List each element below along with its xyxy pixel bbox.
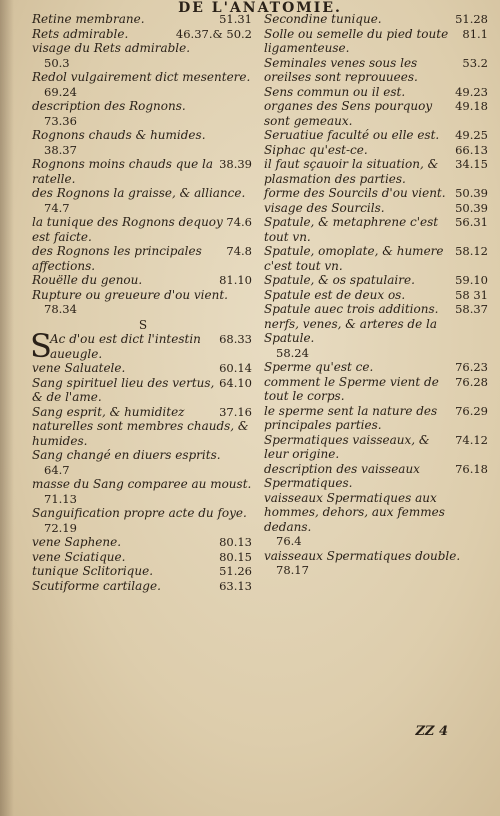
index-entry [32,27,254,42]
index-term: visage du Rets admirable. [32,41,191,55]
index-term: Seruatiue faculté ou elle est. [264,128,440,142]
index-page-ref: 64.7 [44,462,70,477]
index-entry [32,376,254,405]
right-index-list [264,12,490,578]
index-page-ref: 76.29 [455,403,488,418]
index-term: nerfs, venes, & arteres de la Spatule. [264,316,438,345]
index-term: Solle ou semelle du pied toute ligamenteuse. [264,26,449,55]
index-entry [32,535,254,550]
index-page-ref: 64.10 [219,375,252,390]
index-entry [264,302,490,317]
index-entry [264,244,490,273]
letter-heading: S [138,317,148,332]
index-entry [32,564,254,579]
index-page-ref: 49.23 [455,84,488,99]
index-term: Spatule auec trois additions. [264,302,439,316]
index-page-ref: 63.13 [219,578,252,593]
index-page-ref: 50.39 [455,186,488,200]
index-term: Sanguification propre acte du foye. [32,506,247,520]
index-page-ref: 81.10 [219,273,252,287]
index-page-ref: 59.10 [455,273,488,287]
index-term: Rupture ou greueure d'ou vient. [32,287,228,302]
left-index-list [32,12,254,317]
index-entry [264,157,490,186]
index-term: Spatule, omoplate, & humere c'est tout vn. [264,244,444,273]
index-entry [264,375,490,404]
index-term: tunique Sclitorique. [32,564,154,578]
index-page-ref: 58.37 [455,302,488,316]
index-term: Ac d'ou est dict l'intestin aueugle. [50,332,201,361]
index-entry [264,186,490,201]
index-entry [32,99,254,128]
index-term: Sens commun ou il est. [264,84,406,99]
index-entry [32,273,254,288]
index-entry [264,27,490,56]
index-entry [264,549,490,578]
index-entry [32,361,254,376]
index-page-ref: 81.1 [462,26,488,41]
index-page-ref: 74.6 [226,215,252,229]
index-term: masse du Sang comparee au moust. [32,477,252,491]
index-term: Seminales venes sous les oreilses sont reprouuees. [264,55,418,84]
index-term: Scutiforme cartilage. [32,578,161,593]
index-entry [32,157,254,186]
index-term: Sang spirituel lieu des vertus, & de l'ame. [32,375,215,404]
index-entry [264,99,490,128]
index-term: vene Sciatique. [32,549,126,564]
index-page-ref: 71.13 [44,491,77,506]
index-entry [264,462,490,491]
index-entry [32,405,254,449]
right-column [264,12,490,578]
left-column [32,12,254,593]
index-term: Rets admirable. [32,26,129,41]
index-entry [264,360,490,375]
index-term: Rouëlle du genou. [32,273,143,287]
index-term: Spatule, & os spatulaire. [264,273,415,287]
index-entry [264,273,490,288]
index-entry [264,215,490,244]
index-entry [264,85,490,100]
index-entry [32,70,254,99]
index-entry [32,186,254,215]
index-page-ref: 50.39 [455,200,488,215]
index-entry [32,448,254,477]
index-entry [32,215,254,244]
index-page-ref: 46.37.& 50.2 [175,26,252,41]
index-page-ref: 50.3 [44,55,70,70]
index-page-ref: 38.37 [44,142,77,157]
index-term: des Rognons la graisse, & alliance. [32,186,246,200]
index-page-ref: 53.2 [462,55,488,70]
index-term: Spermatiques vaisseaux, & leur origine. [264,432,430,461]
index-term: vene Saluatele. [32,361,126,375]
index-term: organes des Sens pourquoy sont gemeaux. [264,99,433,128]
index-term: Secondine tunique. [264,12,382,26]
index-term: comment le Sperme vient de tout le corps. [264,374,439,403]
index-page-ref: 37.16 [219,404,252,419]
index-term: vene Saphene. [32,535,122,549]
index-entry [32,12,254,27]
index-page-ref: 74.7 [44,200,70,215]
index-page-ref: 78.17 [276,563,309,577]
index-term: Siphac qu'est-ce. [264,142,368,157]
index-page-ref: 34.15 [455,157,488,171]
s-index-list [30,327,254,593]
index-term: description des Rognons. [32,99,186,113]
index-term: Sang changé en diuers esprits. [32,448,221,462]
index-entry [264,12,490,27]
signature-mark: ZZ 4 [415,724,448,739]
index-page-ref: 51.31 [219,12,252,26]
index-term: vaisseaux Spermatiques double. [264,548,461,563]
index-page-ref: 49.18 [455,99,488,113]
index-term: Rognons chauds & humides. [32,128,206,142]
index-page-ref: 66.13 [455,142,488,157]
index-page-ref: 76.18 [455,461,488,476]
index-entry [264,56,490,85]
index-term: Retine membrane. [32,12,145,26]
index-entry [264,433,490,462]
index-page-ref: 76.4 [276,534,302,548]
index-entry [32,506,254,535]
index-term: Sang esprit, & humiditez naturelles sont membres chauds, & humides. [32,404,249,448]
index-entry [32,550,254,565]
index-page-ref: 51.26 [219,564,252,578]
index-entry [264,491,490,549]
index-entry [30,327,254,365]
index-page-ref: 58.24 [276,345,309,360]
index-page-ref: 76.23 [455,360,488,374]
index-term: Redol vulgairement dict mesentere. [32,70,251,84]
index-term: le sperme sent la nature des principales parties. [264,403,438,432]
index-term: vaisseaux Spermatiques aux hommes, dehors, aux femmes dedans. [264,490,445,534]
index-entry [264,201,490,216]
index-page-ref: 60.14 [219,361,252,375]
index-page-ref: 38.39 [219,157,252,171]
index-page-ref: 68.33 [219,332,252,346]
index-page-ref: 69.24 [44,84,77,99]
index-term: des Rognons les principales affections. [32,244,202,273]
index-page-ref: 80.13 [219,535,252,549]
index-entry [32,579,254,594]
index-term: Sperme qu'est ce. [264,360,374,374]
index-page-ref: 58 31 [455,287,488,302]
index-page-ref: 78.34 [44,302,77,316]
index-term: description des vaisseaux Spermatiques. [264,461,420,490]
index-entry [32,288,254,317]
index-entry [32,128,254,157]
index-entry [32,41,254,70]
index-entry [264,404,490,433]
index-page-ref: 73.36 [44,113,77,128]
index-entry [32,244,254,273]
index-page-ref: 58.12 [455,244,488,258]
dropcap-initial: S [30,327,52,365]
running-head: DE L'ANATOMIE. [178,0,342,16]
index-page-ref: 76.28 [455,374,488,389]
index-page-ref: 72.19 [44,520,77,535]
index-term: la tunique des Rognons dequoy est faicte. [32,215,223,244]
index-entry [264,317,490,361]
index-page-ref: 49.25 [455,128,488,142]
index-term: Spatule, & metaphrene c'est tout vn. [264,215,439,244]
index-entry [264,128,490,143]
index-page-ref: 80.15 [219,549,252,564]
index-entry [32,477,254,506]
index-page-ref: 74.8 [226,244,252,258]
index-term: Rognons moins chauds que la ratelle. [32,157,214,186]
index-entry [264,143,490,158]
index-page-ref: 74.12 [455,432,488,447]
index-page-ref: 56.31 [455,215,488,229]
index-term: visage des Sourcils. [264,200,385,215]
index-term: il faut sçauoir la situation, & plasmation des parties. [264,157,439,186]
index-term: forme des Sourcils d'ou vient. [264,186,446,200]
index-entry [264,288,490,303]
index-page-ref: 51.28 [455,12,488,26]
index-term: Spatule est de deux os. [264,287,406,302]
